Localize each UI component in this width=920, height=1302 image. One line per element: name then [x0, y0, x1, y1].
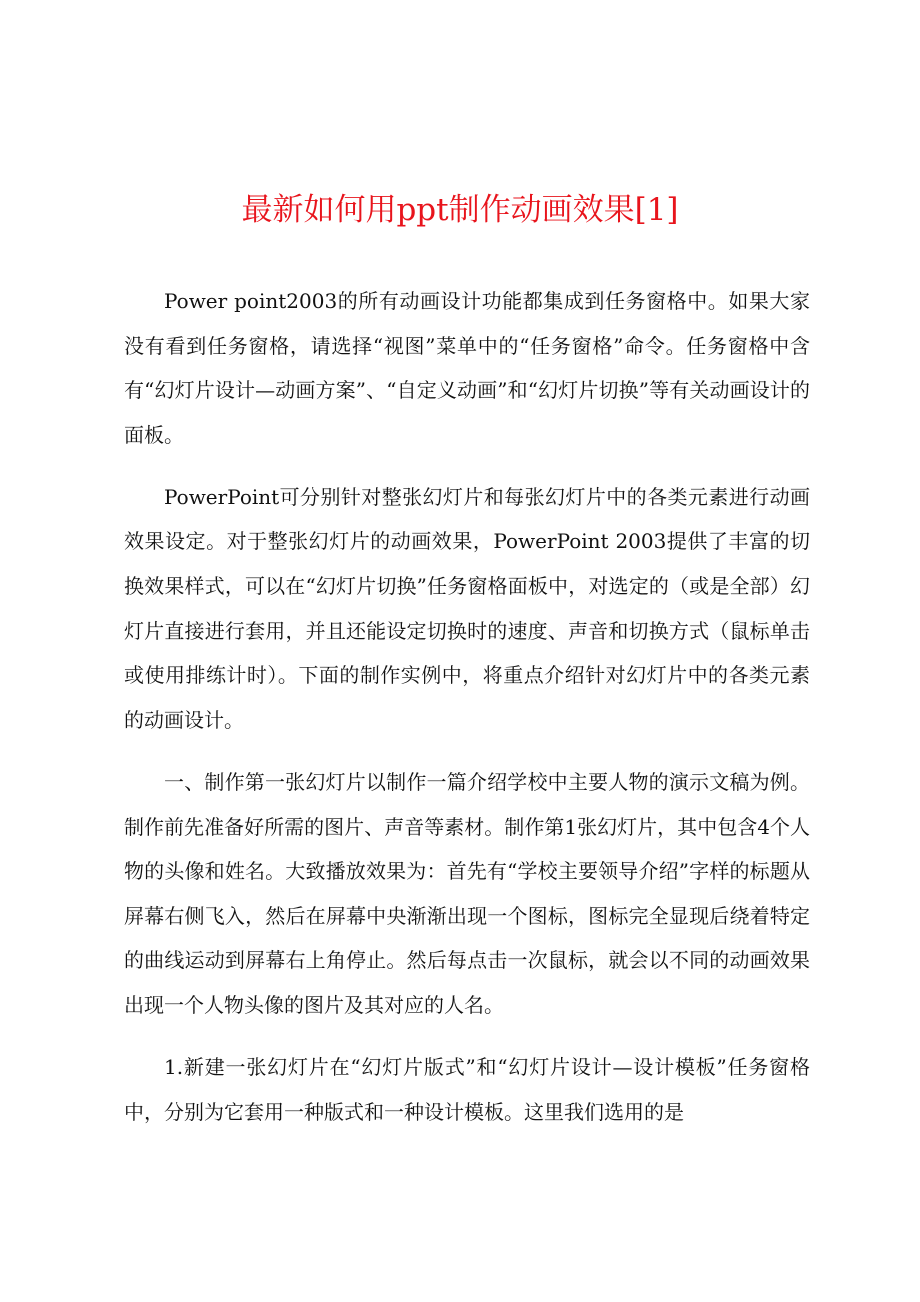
document-title: 最新如何用ppt制作动画效果[1] — [241, 192, 679, 228]
paragraph: 一、制作第一张幻灯片以制作一篇介绍学校中主要人物的演示文稿为例。制作前先准备好所需的图片、声音等素材。制作第1张幻灯片，其中包含4个人物的头像和姓名。大致播放效果为：首先有“学校主要领导介绍”字样的标题从屏幕右侧飞入，然后在屏幕中央渐渐出现一个图标，图标完全显现后绕着特定的曲线运动到屏幕右上角停止。然后每点击一次鼠标，就会以不同的动画效果出现一个人物头像的图片及其对应的人名。 — [124, 769, 810, 1017]
paragraph: Power point2003的所有动画设计功能都集成到任务窗格中。如果大家没有看到任务窗格，请选择“视图”菜单中的“任务窗格”命令。任务窗格中含有“幻灯片设计—动画方案”、“自定义动画”和“幻灯片切换”等有关动画设计的面板。 — [124, 289, 810, 447]
paragraph: 1.新建一张幻灯片在“幻灯片版式”和“幻灯片设计—设计模板”任务窗格中，分别为它套用一种版式和一种设计模板。这里我们选用的是 — [124, 1055, 810, 1124]
document-body — [124, 279, 810, 1152]
paragraph: PowerPoint可分别针对整张幻灯片和每张幻灯片中的各类元素进行动画效果设定。对于整张幻灯片的动画效果，PowerPoint 2003提供了丰富的切换效果样式，可以在“幻灯片切换”任务窗格面板中，对选定的（或是全部）幻灯片直接进行套用，并且还能设定切换时的速度、声音和切换方式（鼠标单击或使用排练计时）。下面的制作实例中，将重点介绍针对幻灯片中的各类元素的动画设计。 — [124, 484, 810, 732]
